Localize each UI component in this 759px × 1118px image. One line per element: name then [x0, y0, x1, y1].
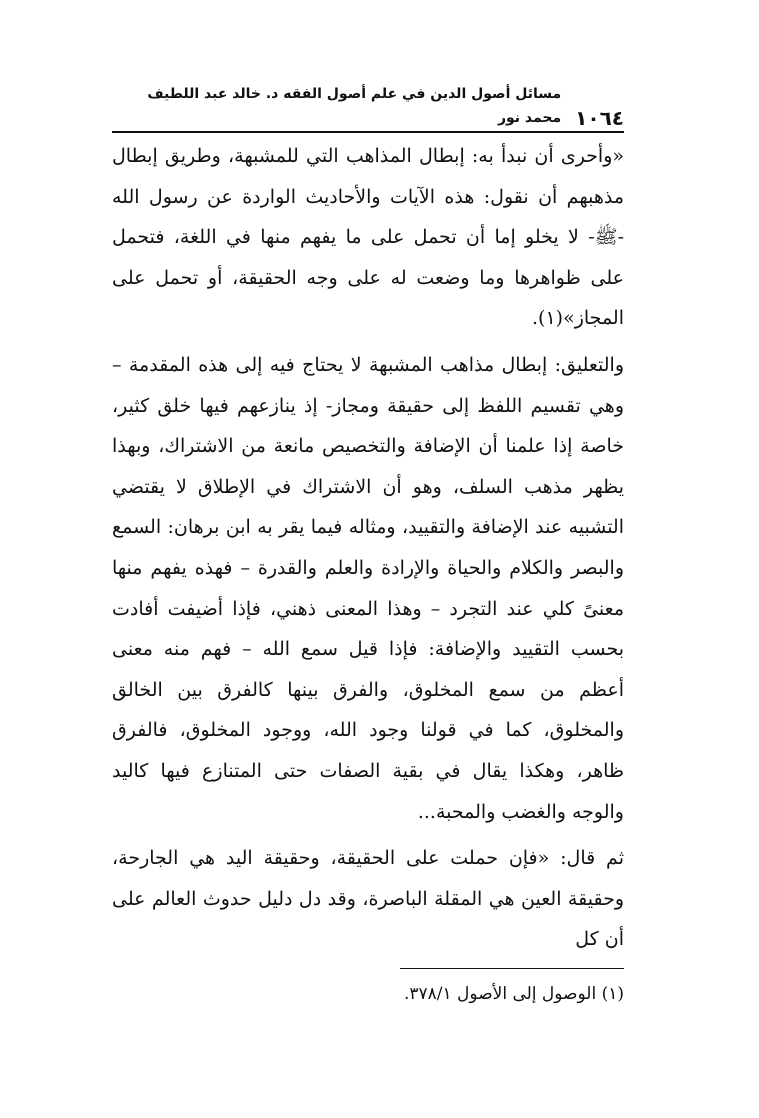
paragraph-quote-opening: «وأحرى أن نبدأ به: إبطال المذاهب التي للمشبهة، وطريق إبطال مذهبهم أن نقول: هذه الآيات والأحاديث الواردة عن رسول الله -ﷺ- لا يخلو إما أن تحمل على ما يفهم منها في اللغة، فتحمل على ظواهرها وما وضعت له على وجه الحقيقة، أو تحمل على المجاز»(١). — [112, 145, 624, 330]
running-header-title: مسائل أصول الدين في علم أصول الفقه د. خالد عبد اللطيف محمد نور — [147, 86, 562, 126]
page-number: ١٠٦٤ — [575, 106, 624, 130]
paragraph-quote-continued: ثم قال: «فإن حملت على الحقيقة، وحقيقة اليد هي الجارحة، وحقيقة العين هي المقلة الباصرة، وقد دل دليل حدوث العالم على أن كل — [112, 847, 624, 951]
paragraph-commentary: والتعليق: إبطال مذاهب المشبهة لا يحتاج فيه إلى هذه المقدمة – وهي تقسيم اللفظ إلى حقيقة ومجاز- إذ ينازعهم فيها خلق كثير، خاصة إذا علمنا أن الإضافة والتخصيص مانعة من الاشتراك، وبهذا يظهر مذهب السلف، وهو أن الاشتراك في الإطلاق لا يقتضي التشبيه عند الإضافة والتقييد، ومثاله فيما يقر به ابن برهان: السمع والبصر والكلام والحياة والإرادة والعلم والقدرة – فهذه يفهم منها معنىً كلي عند التجرد – وهذا المعنى ذهني، فإذا أضيفت أفادت بحسب التقييد والإضافة: فإذا قيل سمع الله – فهم منه معنى أعظم من سمع المخلوق، والفرق بينها كالفرق بين الخالق والمخلوق، كما في قولنا وجود الله، ووجود المخلوق، فالفرق ظاهر، وهكذا يقال في بقية الصفات حتى المتنازع فيها كاليد والوجه والغضب والمحبة... — [112, 353, 624, 823]
running-header — [110, 86, 624, 130]
body-text — [112, 136, 624, 966]
footnote: (١) الوصول إلى الأصول ٣٧٨/١. — [403, 984, 624, 1004]
footnote-divider — [400, 968, 624, 969]
header-divider — [112, 131, 624, 133]
